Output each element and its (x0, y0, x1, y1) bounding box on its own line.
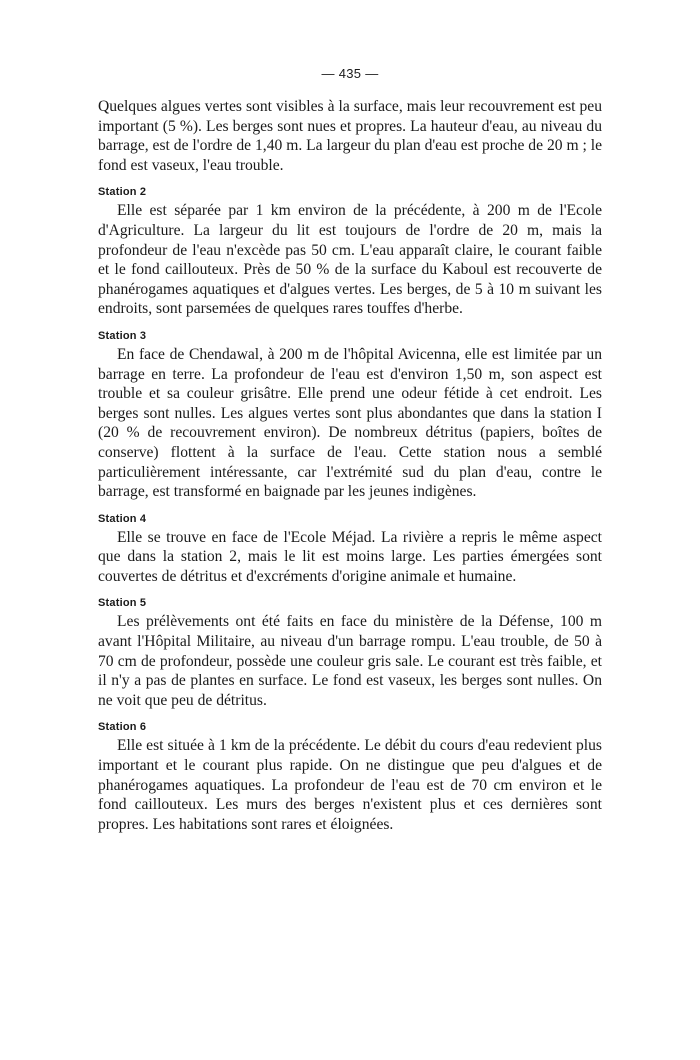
station-4-section (98, 512, 602, 587)
intro-paragraph: Quelques algues vertes sont visibles à la surface, mais leur recouvrement est peu important (5 %). Les berges sont nues et propres. La hauteur d'eau, au niveau du barrage, est de l'ordre de 1,40 m. La largeur du plan d'eau est proche de 20 m ; le fond est vaseux, l'eau trouble. (98, 98, 602, 174)
station-5-heading: Station 5 (98, 597, 147, 610)
station-3-section (98, 329, 602, 502)
station-4-heading: Station 4 (98, 512, 147, 525)
station-6-section (98, 720, 602, 834)
station-3-heading: Station 3 (98, 329, 147, 342)
station-2-text: Elle est séparée par 1 km environ de la précédente, à 200 m de l'Ecole d'Agriculture. La largeur du lit est toujours de l'ordre de 20 m, mais la profondeur de l'eau n'excède pas 50 cm. L'eau apparaît claire, le courant faible et le fond caillouteux. Près de 50 % de la surface du Kaboul est recouverte de phanérogames aquatiques et d'algues vertes. Les berges, de 5 à 10 m suivant les endroits, sont parsemées de quelques rares touffes d'herbe. (98, 202, 602, 318)
station-2-heading: Station 2 (98, 186, 147, 199)
document-page (98, 66, 602, 834)
station-4-text: Elle se trouve en face de l'Ecole Méjad. La rivière a repris le même aspect que dans la station 2, mais le lit est moins large. Les parties émergées sont couvertes de détritus et d'excréments d'origine animale et humaine. (98, 528, 602, 585)
station-6-text: Elle est située à 1 km de la précédente. Le débit du cours d'eau redevient plus important et le courant plus rapide. On ne distingue que peu d'algues et de phanérogames aquatiques. La profondeur de l'eau est de 70 cm environ et le fond caillouteux. Les murs des berges n'existent plus et ces dernières sont propres. Les habitations sont rares et éloignées. (98, 737, 602, 833)
station-3-text: En face de Chendawal, à 200 m de l'hôpital Avicenna, elle est limitée par un barrage en terre. La profondeur de l'eau est d'environ 1,50 m, son aspect est trouble et sa couleur grisâtre. Elle prend une odeur fétide à cet endroit. Les berges sont nulles. Les algues vertes sont plus abondantes que dans la station I (20 % de recouvrement environ). De nombreux détritus (papiers, boîtes de conserve) flottent à la surface de l'eau. Cette station nous a semblé particulièrement intéressante, car l'extrémité sud du plan d'eau, contre le barrage, est transformé en baignade par les jeunes indigènes. (98, 345, 602, 501)
page-number: — 435 — (321, 66, 379, 81)
station-5-section (98, 596, 602, 710)
station-2-section (98, 185, 602, 319)
station-6-heading: Station 6 (98, 721, 147, 734)
station-5-text: Les prélèvements ont été faits en face du ministère de la Défense, 100 m avant l'Hôpital Militaire, au niveau d'un barrage rompu. L'eau trouble, de 50 à 70 cm de profondeur, possède une couleur gris sale. Le courant est très faible, et il n'y a pas de plantes en surface. Le fond est vaseux, les berges sont nulles. On ne voit que peu de détritus. (98, 613, 602, 709)
